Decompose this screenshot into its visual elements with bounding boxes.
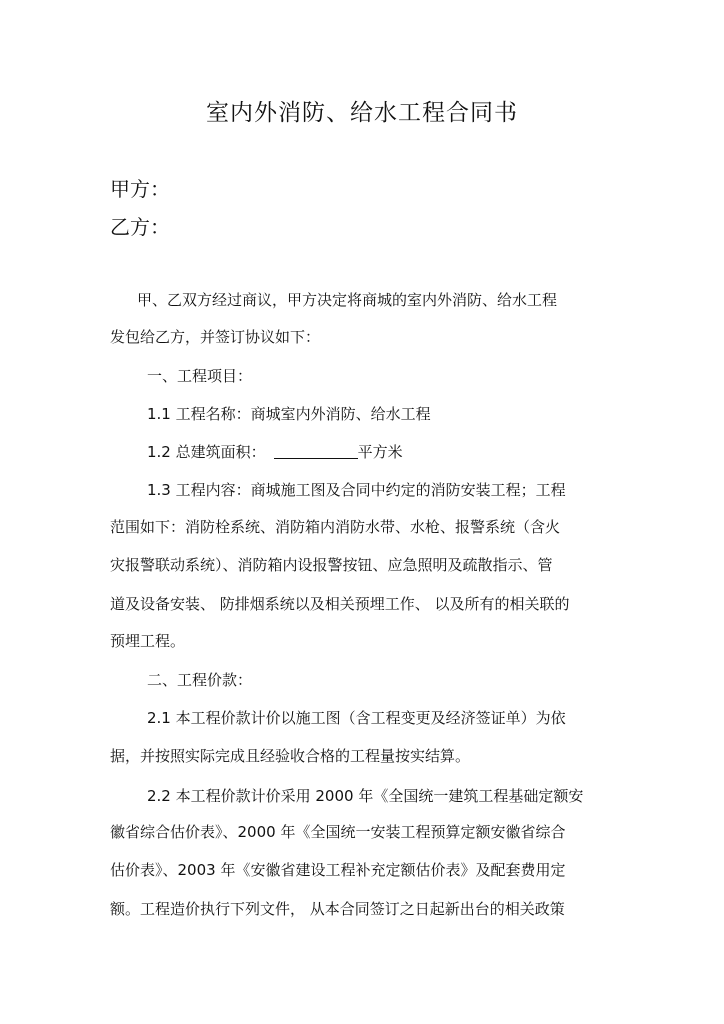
paragraph-line: 灾报警联动系统）、消防箱内设报警按钮、应急照明及疏散指示、管 (110, 556, 553, 574)
paragraph-line: 额。工程造价执行下列文件， 从本合同签订之日起新出台的相关政策 (110, 900, 565, 918)
document-title: 室内外消防、给水工程合同书 (206, 100, 518, 126)
area-label: 1.2 总建筑面积： (147, 443, 266, 461)
section-heading: 二、工程价款： (147, 671, 253, 689)
section-heading: 一、工程项目： (147, 367, 253, 385)
party-a-label: 甲方： (110, 177, 170, 201)
party-b-label: 乙方： (110, 215, 170, 239)
area-unit: 平方米 (357, 443, 403, 461)
paragraph-line (147, 442, 403, 462)
paragraph-line: 估价表》、2003 年《安徽省建设工程补充定额估价表》及配套费用定 (110, 861, 566, 879)
area-blank-line (274, 444, 358, 459)
paragraph-line: 范围如下：消防栓系统、消防箱内消防水带、水枪、报警系统（含火 (110, 518, 561, 536)
paragraph-line: 1.3 工程内容：商城施工图及合同中约定的消防安装工程；工程 (147, 481, 566, 499)
paragraph-line: 1.1 工程名称：商城室内外消防、给水工程 (147, 405, 431, 423)
paragraph-line: 甲、乙双方经过商议，甲方决定将商城的室内外消防、给水工程 (137, 291, 558, 309)
paragraph-line: 发包给乙方，并签订协议如下： (110, 328, 321, 346)
paragraph-line: 2.1 本工程价款计价以施工图（含工程变更及经济签证单）为依 (147, 709, 566, 727)
paragraph-line: 预埋工程。 (110, 632, 186, 650)
paragraph-line: 道及设备安装、 防排烟系统以及相关预埋工作、 以及所有的相关联的 (110, 595, 570, 613)
paragraph-line: 徽省综合估价表》、2000 年《全国统一安装工程预算定额安徽省综合 (110, 823, 566, 841)
paragraph-line: 2.2 本工程价款计价采用 2000 年《全国统一建筑工程基础定额安 (147, 787, 584, 805)
paragraph-line: 据，并按照实际完成且经验收合格的工程量按实结算。 (110, 747, 471, 765)
